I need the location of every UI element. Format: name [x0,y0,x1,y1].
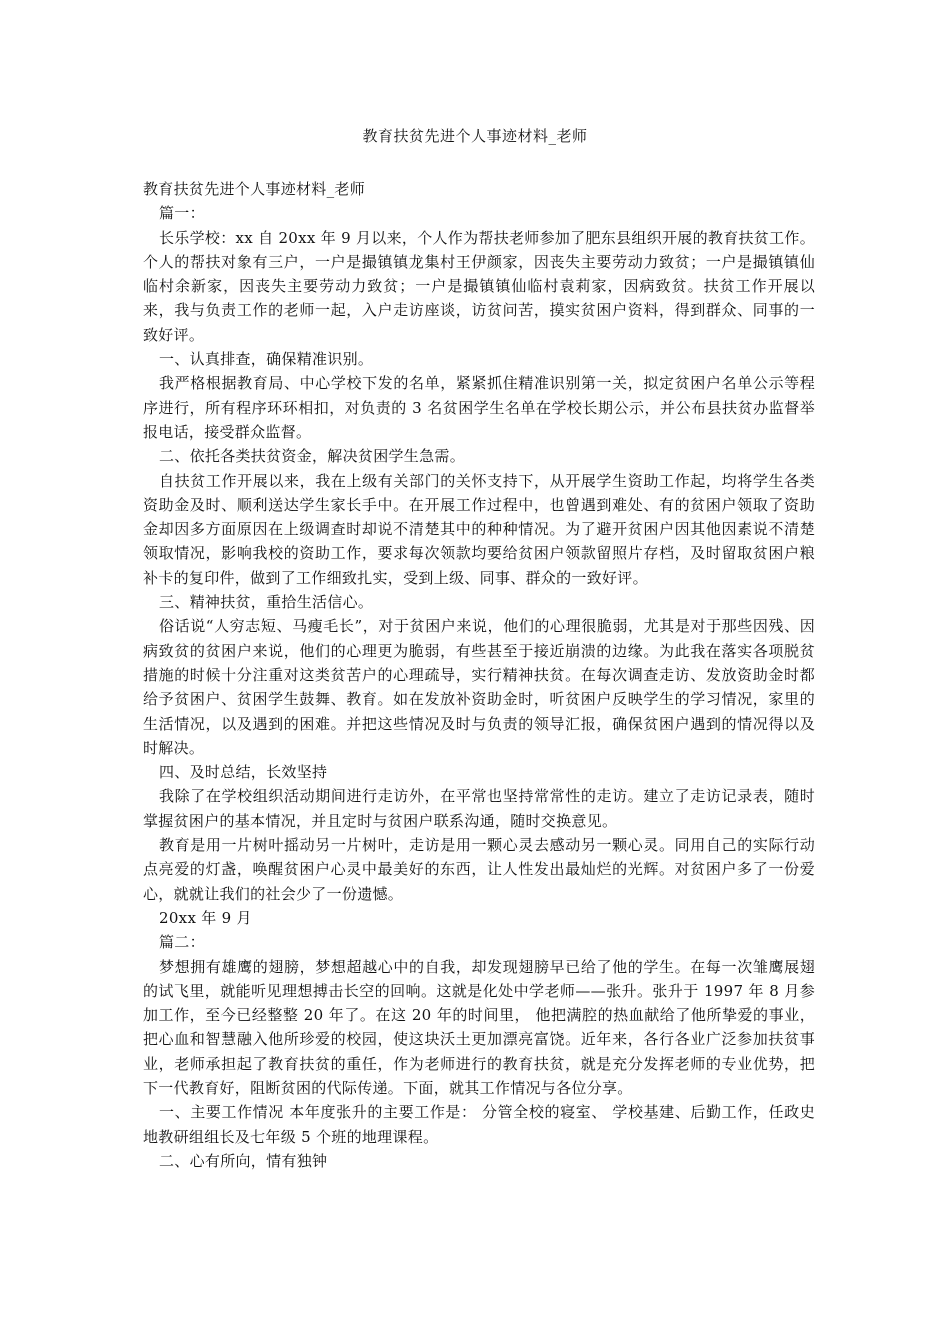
heading-four: 四、及时总结，长效坚持 [159,763,328,782]
paragraph-visits: 我除了在学校组织活动期间进行走访外，在平常也坚持常常性的走访。建立了走访记录表，随时掌握贫困户的基本情况，并且定时与贫困户联系沟通，随时交换意见。 [143,787,815,830]
paragraph-funding: 自扶贫工作开展以来，我在上级有关部门的关怀支持下，从开展学生资助工作起，均将学生各类资助金及时、顺利送达学生家长手中。在开展工作过程中，也曾遇到难处、有的贫困户领取了资助金却因多方面原因在上级调查时却说不清楚其中的种种情况。为了避开贫困户因其他因素说不清楚领取情况，影响我校的资助工作，要求每次领款均要给贫困户领款留照片存档，及时留取贫困户粮补卡的复印件，做到了工作细致扎实，受到上级、同事、群众的一致好评。 [143,471,815,587]
paragraph-conclusion: 教育是用一片树叶摇动另一片树叶，走访是用一颗心灵去感动另一颗心灵。同用自己的实际行动点亮爱的灯盏，唤醒贫困户心灵中最美好的东西，让人性发出最灿烂的光辉。对贫困户多了一份爱心，就就让我们的社会少了一份遗憾。 [143,836,815,903]
date-line: 20xx 年 9 月 [159,908,252,927]
heading-three: 三、精神扶贫，重拾生活信心。 [159,593,374,612]
heading-heart: 二、心有所向，情有独钟 [159,1151,328,1170]
heading-one: 一、认真排查，确保精准识别。 [159,350,374,369]
document-title: 教育扶贫先进个人事迹材料_老师 [362,127,588,145]
section-label-part-two: 篇二： [159,933,205,952]
paragraph-zhangsheng: 梦想拥有雄鹰的翅膀，梦想超越心中的自我，却发现翅膀早已给了他的学生。在每一次雏鹰展翅的试飞里，就能听见理想搏击长空的回响。这就是化处中学老师——张升。张升于 1997 年 8 月参加工作，至今已经整整 20 年了。在这 20 年的时间里， 他把满腔的热血献给了他所挚爱的事业，把心血和智慧融入他所珍爱的校园，使这块沃土更加漂亮富饶。近年来，各行各业广泛参加扶贫事业，老师承担起了教育扶贫的重任，作为老师进行的教育扶贫，就是充分发挥老师的专业优势，把下一代教育好，阻断贫困的代际传递。下面，就其工作情况与各位分享。 [143,957,815,1097]
heading-two: 二、依托各类扶贫资金，解决贫困学生急需。 [159,447,466,466]
paragraph-identification: 我严格根据教育局、中心学校下发的名单，紧紧抓住精准识别第一关，拟定贫困户名单公示等程序进行，所有程序环环相扣，对负责的 3 名贫困学生名单在学校长期公示，并公布县扶贫办监督举报电话，接受群众监督。 [143,374,815,441]
paragraph-main-work: 一、主要工作情况 本年度张升的主要工作是： 分管全校的寝室、 学校基建、后勤工作，任政史地教研组组长及七年级 5 个班的地理课程。 [143,1103,815,1146]
paragraph-spiritual: 俗话说“人穷志短、马瘦毛长”，对于贫困户来说，他们的心理很脆弱，尤其是对于那些因残、因病致贫的贫困户来说，他们的心理更为脆弱，有些甚至于接近崩溃的边缘。为此我在落实各项脱贫措施的时候十分注重对这类贫苦户的心理疏导，实行精神扶贫。在每次调查走访、发放资助金时都给予贫困户、贫困学生鼓舞、教育。如在发放补资助金时，听贫困户反映学生的学习情况，家里的生活情况，以及遇到的困难。并把这些情况及时与负责的领导汇报，确保贫困户遇到的情况得以及时解决。 [143,617,815,757]
document-body [143,177,815,1173]
paragraph-intro: 长乐学校：xx 自 20xx 年 9 月以来，个人作为帮扶老师参加了肥东县组织开展的教育扶贫工作。个人的帮扶对象有三户，一户是撮镇镇龙集村王伊颜家，因丧失主要劳动力致贫；一户是撮镇镇仙临村余新家，因丧失主要劳动力致贫；一户是撮镇镇仙临村袁莉家，因病致贫。扶贫工作开展以来，我与负责工作的老师一起，入户走访座谈，访贫问苦，摸实贫困户资料，得到群众、同事的一致好评。 [143,228,816,344]
section-label-part-one: 篇一： [159,204,205,223]
body-heading: 教育扶贫先进个人事迹材料_老师 [143,180,366,198]
